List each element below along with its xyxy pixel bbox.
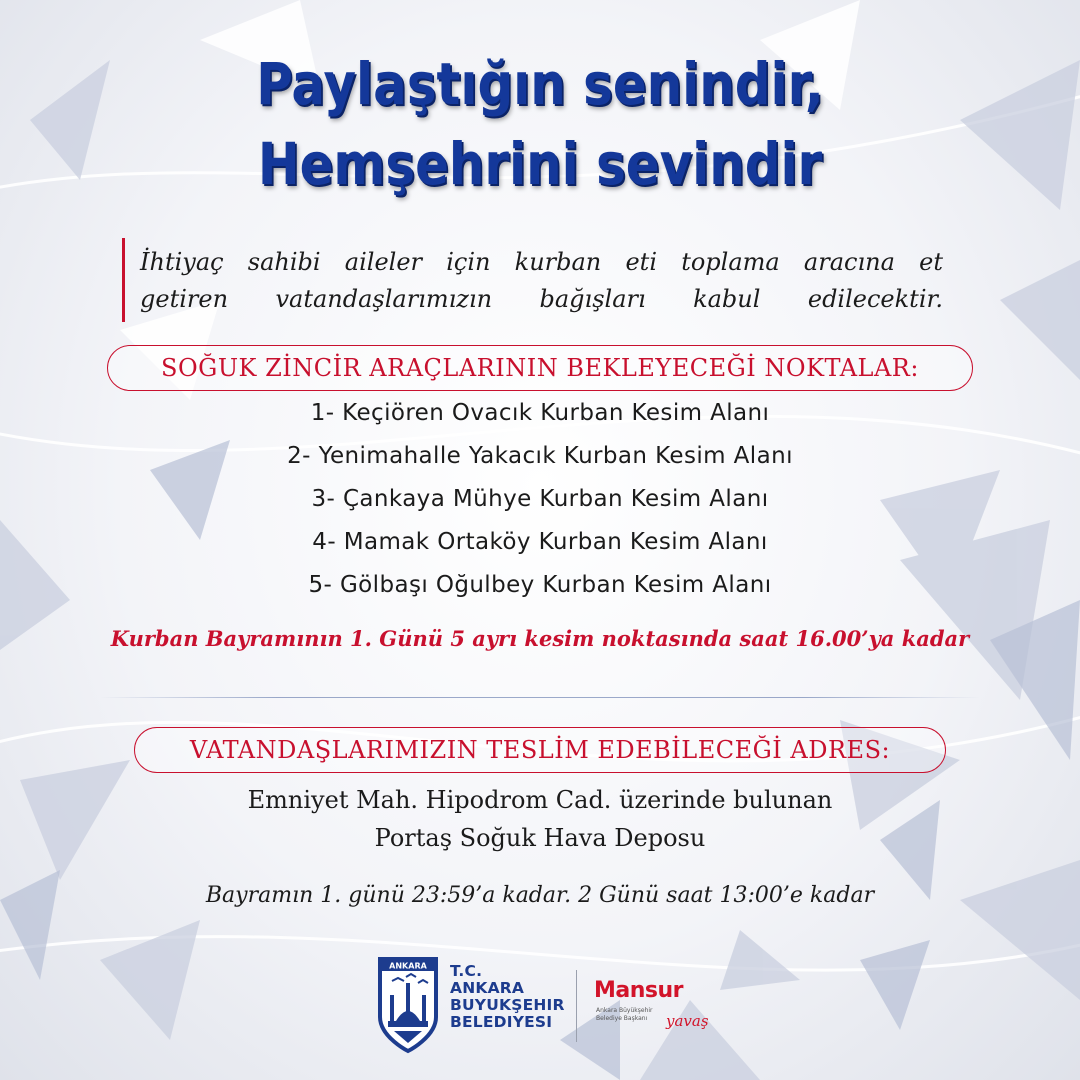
headline-line-2: Hemşehrini sevindir <box>257 130 823 198</box>
logo-text-belediyesi: BELEDIYESI <box>450 1013 553 1031</box>
logo-text-tc: T.C. <box>450 962 483 980</box>
intro-word: sahibi <box>247 248 321 276</box>
intro-word: aileler <box>344 248 422 276</box>
intro-word: için <box>446 248 491 276</box>
intro-word: kabul <box>693 285 761 313</box>
signature-icon <box>664 1008 716 1032</box>
mansur-subtitle-2: Belediye Başkanı <box>596 1015 648 1022</box>
intro-word: getiren <box>140 285 229 313</box>
intro-word: eti <box>625 248 657 276</box>
section-divider <box>100 697 980 698</box>
intro-word: İhtiyaç <box>140 248 224 276</box>
logo-text-ankara: ANKARA <box>450 979 525 997</box>
cold-chain-heading: SOĞUK ZİNCİR ARAÇLARININ BEKLEYECEĞİ NOKTALAR: <box>107 345 973 391</box>
location-item-1: 1- Keçiören Ovacık Kurban Kesim Alanı <box>310 400 770 426</box>
intro-word: aracına <box>803 248 895 276</box>
intro-word: vatandaşlarımızın <box>275 285 493 313</box>
mansur-subtitle-1: Ankara Büyükşehir <box>596 1007 653 1014</box>
intro-line-1 <box>140 248 943 276</box>
intro-word: et <box>919 248 943 276</box>
mansur-name: Mansur <box>594 978 684 1003</box>
intro-word: kurban <box>514 248 602 276</box>
location-item-4: 4- Mamak Ortaköy Kurban Kesim Alanı <box>312 529 768 555</box>
cold-chain-time-note: Kurban Bayramının 1. Günü 5 ayrı kesim noktasında saat 16.00’ya kadar <box>110 626 970 651</box>
signature-text: yavaş <box>666 1012 709 1030</box>
location-item-3: 3- Çankaya Mühye Kurban Kesim Alanı <box>311 486 769 512</box>
emblem-label: ANKARA <box>389 961 427 971</box>
headline-line-1: Paylaştığın senindir, <box>256 50 824 118</box>
location-item-5: 5- Gölbaşı Oğulbey Kurban Kesim Alanı <box>308 572 772 598</box>
address-line-1: Emniyet Mah. Hipodrom Cad. üzerinde bulunan <box>247 786 833 814</box>
address-line-2: Portaş Soğuk Hava Deposu <box>374 824 706 852</box>
intro-word: toplama <box>681 248 780 276</box>
intro-word: edilecektir. <box>807 285 943 313</box>
delivery-time-note: Bayramın 1. günü 23:59’a kadar. 2 Günü saat 13:00’e kadar <box>205 883 875 908</box>
intro-line-2 <box>140 285 943 313</box>
logo-text-buyuksehir: BUYUKŞEHIR <box>450 996 565 1014</box>
footer-divider <box>576 970 577 1042</box>
intro-accent-bar <box>122 238 125 322</box>
ankara-emblem-icon <box>376 955 440 1055</box>
location-item-2: 2- Yenimahalle Yakacık Kurban Kesim Alanı <box>287 443 793 469</box>
intro-word: bağışları <box>539 285 646 313</box>
delivery-heading: VATANDAŞLARIMIZIN TESLİM EDEBİLECEĞİ ADRES: <box>134 727 946 773</box>
